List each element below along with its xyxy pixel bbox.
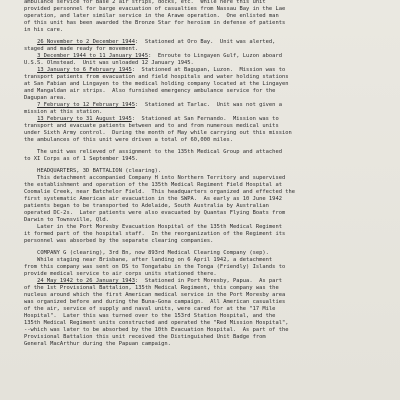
- text-line: [24, 334, 396, 341]
- underlined-date-range: 24 May 1942 to 26 January 1943: [37, 277, 136, 284]
- text-line: [24, 27, 396, 34]
- line-text: under Sixth Army control. During the month of May while carrying out this mission: [24, 130, 292, 137]
- text-line: [24, 109, 396, 116]
- text-line: [24, 341, 396, 348]
- line-text: [24, 278, 37, 284]
- underlined-date-range: 26 November to 2 December 1944: [37, 38, 136, 45]
- line-text: transport and evacuate patients between and to and from numerous medical units: [24, 123, 279, 130]
- line-text: first systematic American air evacuation in the SWPA. As early as 10 June 1942: [24, 195, 282, 202]
- text-line: [24, 74, 396, 81]
- text-line: [24, 224, 396, 231]
- line-text: transport patients from evacuation and field hospitals and water holding stations: [24, 73, 289, 80]
- text-line: [24, 299, 396, 306]
- line-text: : Stationed at Tarlac. Unit was not given a: [135, 102, 282, 109]
- line-text: personnel was absorbed by the separate clearing companies.: [24, 238, 214, 244]
- line-text: nucleus around which the first American medical service in the Port Moresby area: [24, 291, 286, 298]
- line-text: operation, and later similar service in the Arawe operation. One enlisted man: [24, 13, 279, 20]
- line-text: the establishment and operation of the 135th Medical Regiment Field Hospital at: [24, 181, 282, 188]
- line-text: This detachment accompanied Company H into Northern Territory and supervised: [24, 174, 286, 181]
- line-text: U.S.S. Olmstead. Unit was unloaded 12 January 1945.: [24, 59, 194, 66]
- text-line: [24, 313, 396, 320]
- line-text: While staging near Brisbane, after landing on 6 April 1942, a detachment: [24, 256, 273, 263]
- line-text: Provisional Battalion this unit received the Distinguished Unit Badge from: [24, 334, 266, 341]
- text-line: [24, 149, 396, 156]
- line-text: operated DC-2s. Later patients were also evacuated by Quantas Flying Boats from: [24, 209, 286, 216]
- text-line: [24, 217, 396, 224]
- underlined-date-range: 13 January to 6 February 1945: [37, 66, 132, 73]
- line-text: --which was later to be absorbed by the 10th Evacuation Hospital. As part of the: [24, 327, 289, 334]
- text-line: [24, 264, 396, 271]
- text-line: [24, 46, 396, 53]
- line-text: Dagupan area.: [24, 95, 67, 102]
- text-line: [24, 53, 396, 60]
- text-line: [24, 156, 396, 163]
- line-text: Darwin to Townsville, Qld.: [24, 216, 109, 223]
- line-text: and Mangaldan air strips. Also furnished emergency ambulance service for the: [24, 88, 276, 95]
- line-text: it formed part of the hospital staff. In the reorganization of the Regiment its: [24, 230, 286, 237]
- line-text: General MacArthur during the Papuan campaign.: [24, 341, 171, 348]
- line-text: : Stationed in Port Moresby, Papua. As part: [135, 277, 282, 284]
- line-text: was organized before and during the Buna-Gona campaign. All American casualties: [24, 298, 286, 305]
- line-text: : Enroute to Lingayen Gulf, Luzon aboard: [148, 52, 282, 59]
- line-text: [24, 116, 37, 122]
- text-line: [24, 327, 396, 334]
- underlined-date-range: 13 February to 31 August 1945: [37, 116, 132, 123]
- line-text: from this company was sent on DS to Tongatabu in the Tonga (Friendly) Islands to: [24, 263, 286, 270]
- line-text: the ambulances of this unit were driven a total of 60,000 miles.: [24, 137, 233, 144]
- line-text: mission at this station.: [24, 109, 103, 116]
- line-text: in his care.: [24, 27, 64, 34]
- line-text: patients began to be transported to Adelaide, South Australia by Australian: [24, 202, 269, 209]
- line-text: provide medical service to air corps units stationed there.: [24, 270, 217, 277]
- text-line: [24, 271, 396, 278]
- document-body: [24, 0, 396, 348]
- text-line: [24, 67, 396, 74]
- text-line: [24, 292, 396, 299]
- line-text: Hospital". Later this was turned over to the 153rd Station Hospital, and the: [24, 312, 276, 319]
- text-line: [24, 257, 396, 264]
- text-line: [24, 81, 396, 88]
- text-line: [24, 137, 396, 144]
- text-line: [24, 88, 396, 95]
- line-text: of the 1st Provisional Battalion, 135th Medical Regiment, this company was the: [24, 284, 279, 291]
- text-line: [24, 130, 396, 137]
- text-line: [24, 238, 396, 245]
- text-line: [24, 39, 396, 46]
- text-line: [24, 123, 396, 130]
- line-text: staged and made ready for movement.: [24, 45, 139, 52]
- text-line: [24, 189, 396, 196]
- line-text: COMPANY G (clearing), 3rd Bn, now 893rd Medical Clearing Company (sep).: [24, 249, 269, 256]
- line-text: [24, 53, 37, 59]
- line-text: HEADQUARTERS, 3D BATTALION (clearing).: [24, 167, 162, 174]
- line-text: of the air, service of supply and naval units, were cared for at the "17 Mile: [24, 305, 276, 312]
- line-text: [24, 102, 37, 108]
- underlined-date-range: 7 February to 12 February 1945: [37, 102, 136, 109]
- text-line: [24, 6, 396, 13]
- line-text: Coomalie Creek, near Batchelor Field. This headquarters organized and effected the: [24, 188, 296, 195]
- line-text: [24, 67, 37, 73]
- underlined-date-range: 3 December 1944 to 11 January 1945: [37, 52, 149, 59]
- text-line: [24, 102, 396, 109]
- line-text: provided personnel for barge evacuation of casualties from Nassau Bay in the Lae: [24, 6, 286, 13]
- line-text: : Stationed at Oro Bay. Unit was alerted,: [135, 38, 276, 45]
- text-line: [24, 285, 396, 292]
- text-line: [24, 196, 396, 203]
- line-text: ambulance service for Base 2 air strips, docks, etc. While here this unit: [24, 0, 266, 5]
- text-line: [24, 231, 396, 238]
- line-text: The unit was relieved of assignment to the 135th Medical Group and attached: [24, 148, 282, 155]
- text-line: [24, 168, 396, 175]
- text-line: [24, 203, 396, 210]
- text-line: [24, 60, 396, 67]
- text-line: [24, 95, 396, 102]
- text-line: [24, 175, 396, 182]
- text-line: [24, 306, 396, 313]
- line-text: at San Fabian and Lingayen to the medical holding company located at the Lingayen: [24, 81, 289, 88]
- text-line: [24, 13, 396, 20]
- text-line: [24, 250, 396, 257]
- text-line: [24, 210, 396, 217]
- text-line: [24, 278, 396, 285]
- line-text: [24, 39, 37, 45]
- line-text: to XI Corps as of 1 September 1945.: [24, 155, 139, 162]
- text-line: [24, 20, 396, 27]
- text-line: [24, 116, 396, 123]
- line-text: of this unit has been awarded the Bronze Star for heroism in defense of patients: [24, 20, 286, 27]
- text-line: [24, 182, 396, 189]
- line-text: : Stationed at San Fernando. Mission was to: [131, 116, 279, 123]
- line-text: Later in the Port Moresby Evacuation Hospital of the 135th Medical Regiment: [24, 223, 282, 230]
- line-text: : Stationed at Bagupan, Luzon. Mission was to: [131, 66, 286, 73]
- line-text: 135th Medical Regiment units constructed and operated the "Red Mission Hospital",: [24, 320, 289, 327]
- text-line: [24, 320, 396, 327]
